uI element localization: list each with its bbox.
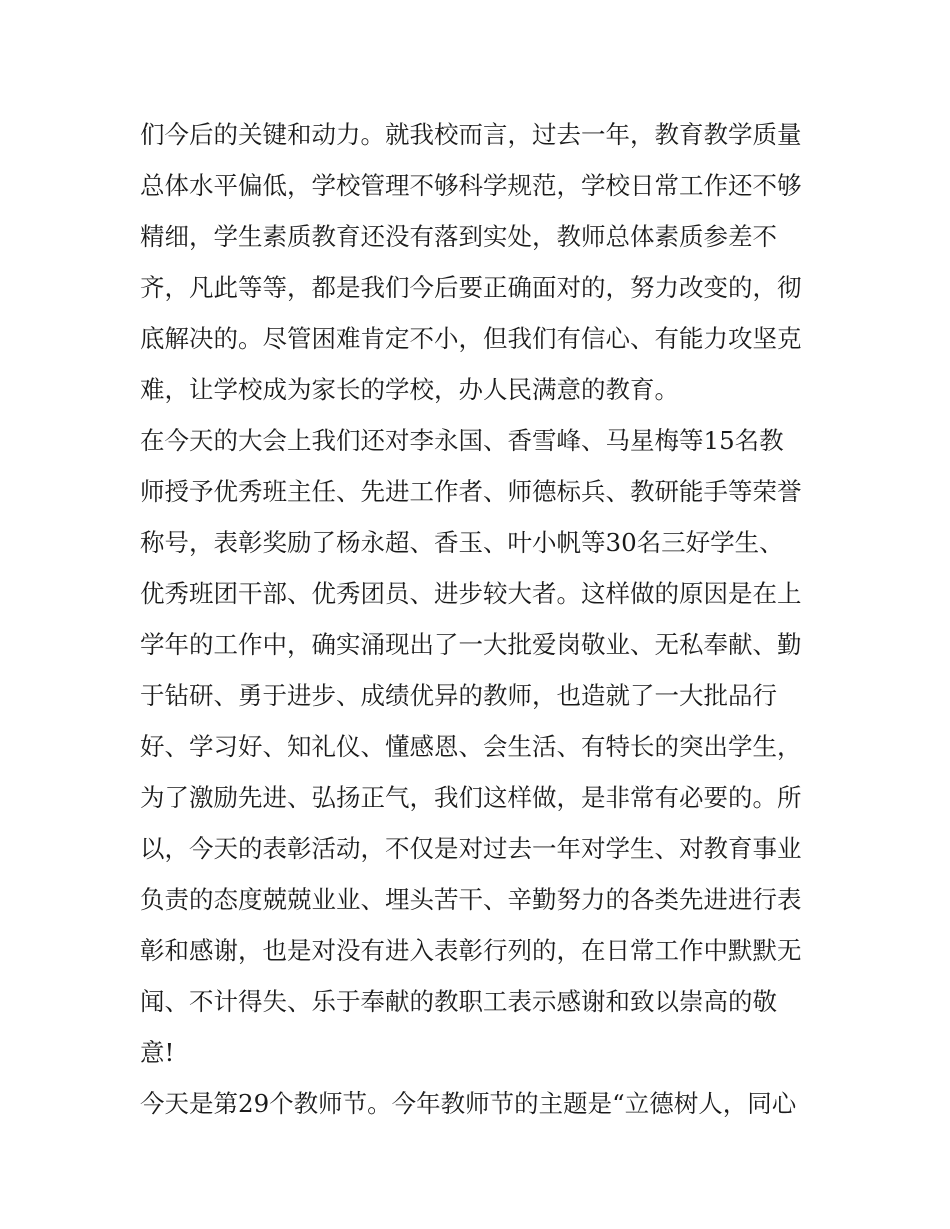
text-line: 负责的态度兢兢业业、埋头苦干、辛勤努力的各类先进进行表 [140, 885, 802, 914]
text-line: 总体水平偏低，学校管理不够科学规范，学校日常工作还不够 [140, 171, 802, 200]
text-line: 闻、不计得失、乐于奉献的教职工表示感谢和致以崇高的敬 [140, 987, 777, 1016]
text-line: 底解决的。尽管困难肯定不小，但我们有信心、有能力攻坚克 [140, 324, 802, 353]
text-line: 难，让学校成为家长的学校，办人民满意的教育。 [140, 375, 679, 404]
text-line: 于钻研、勇于进步、成绩优异的教师，也造就了一大批品行 [140, 681, 777, 710]
text-line: 们今后的关键和动力。就我校而言，过去一年，教育教学质量 [140, 120, 802, 149]
text-line: 以，今天的表彰活动，不仅是对过去一年对学生、对教育事业 [140, 834, 802, 863]
text-line: 师授予优秀班主任、先进工作者、师德标兵、教研能手等荣誉 [140, 477, 802, 506]
text-line: 齐，凡此等等，都是我们今后要正确面对的，努力改变的，彻 [140, 273, 802, 302]
text-line: 彰和感谢，也是对没有进入表彰行列的，在日常工作中默默无 [140, 936, 802, 965]
text-line: 在今天的大会上我们还对李永国、香雪峰、马星梅等15名教 [140, 426, 784, 455]
text-line: 为了激励先进、弘扬正气，我们这样做，是非常有必要的。所 [140, 783, 802, 812]
text-line: 优秀班团干部、优秀团员、进步较大者。这样做的原因是在上 [140, 579, 802, 608]
text-line: 意! [140, 1038, 175, 1067]
text-line: 好、学习好、知礼仪、懂感恩、会生活、有特长的突出学生， [140, 732, 802, 761]
body-text [140, 109, 812, 1129]
text-line: 精细，学生素质教育还没有落到实处，教师总体素质参差不 [140, 222, 777, 251]
text-line: 今天是第29个教师节。今年教师节的主题是“立德树人，同心 [140, 1089, 797, 1118]
text-line: 称号，表彰奖励了杨永超、香玉、叶小帆等30名三好学生、 [140, 528, 784, 557]
text-line: 学年的工作中，确实涌现出了一大批爱岗敬业、无私奉献、勤 [140, 630, 802, 659]
